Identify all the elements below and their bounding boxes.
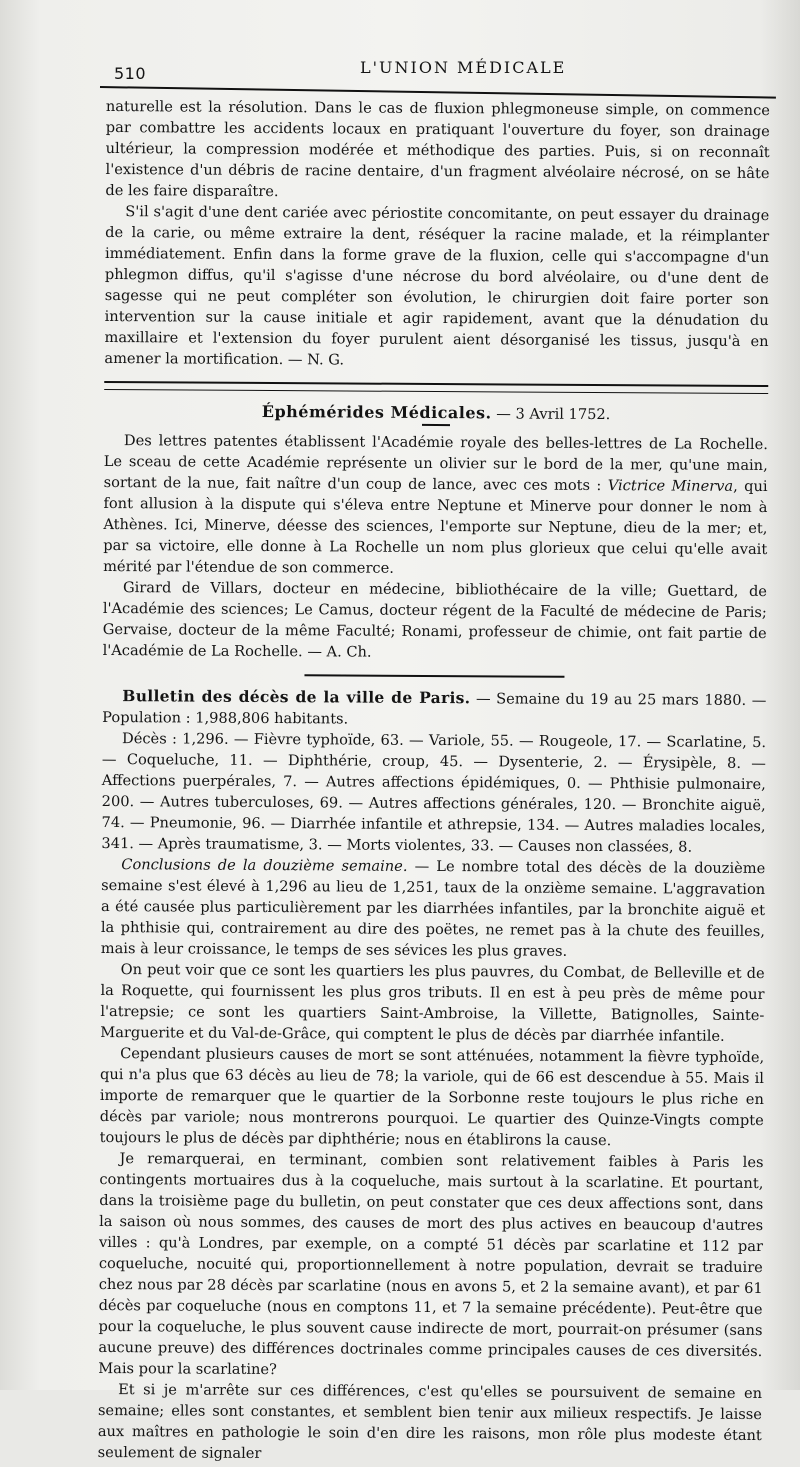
bulletin-heading <box>102 685 766 732</box>
bulletin-paragraph-final: Et si je m'arrête sur ces différences, c'est qu'elles se poursuivent de semaine en semaine; elles sont constantes, et semblent bien tenir aux milieux respectifs. Je laisse aux maîtres en pathologie le soin d'en dire les raisons, mon rôle plus modeste étant seulement de signaler <box>97 1381 763 1462</box>
intro-paragraph-1: naturelle est la résolution. Dans le cas de fluxion phlegmoneuse simple, on commence par combattre les accidents locaux en pratiquant l'ouverture du foyer, son drainage ultérieur, la compression modérée et méthodique des parties. Puis, si on reconnaît l'existence d'un débris de racine dentaire, d'un fragment alvéolaire nécrosé, on se hâte de les faire disparaître. <box>105 97 770 201</box>
text-body <box>98 96 770 1467</box>
page-number: 510 <box>114 64 147 83</box>
ephemerides-title: Éphémérides Médicales. <box>261 401 492 423</box>
ephemerides-text-a: Des lettres patentes établissent l'Académie royale des belles-lettres de La Rochelle. Le sceau de cette Académie représente un olivier sur le bord de la mer, qu'une main, sortant de la nue, fait naître d'un coup de lance, avec ces mots : <box>103 432 768 495</box>
ephemerides-paragraph-2: Girard de Villars, docteur en médecine, bibliothécaire de la ville; Guettard, de l'Académie des sciences; Le Camus, docteur régent de la Faculté de médecine de Paris; Gervaise, docteur de la même Faculté; Ronami, professeur de chimie, ont fait partie de l'Académie de La Rochelle. — A. Ch. <box>102 579 768 661</box>
ephemerides-paragraph-1 <box>103 430 768 581</box>
conclusions-text: — Le nombre total des décès de la douzième semaine s'est élevé à 1,296 au lieu de 1,251, taux de la onzième semaine. L'aggravation a été causée plus particulièrement par les diarrhées infantiles, par la bronchite aiguë et la phthisie qui, contrairement au dire des poëtes, ne remet pas à la chute des feuilles, mais à leur croissance, le temps de ses sévices les plus graves. <box>100 857 766 960</box>
ephemerides-motto: Victrice Minerva <box>607 477 734 495</box>
heading-dash <box>422 424 450 426</box>
bulletin-deaths: Décès : 1,296. — Fièvre typhoïde, 63. — Variole, 55. — Rougeole, 17. — Scarlatine, 5. — Coqueluche, 11. — Diphthérie, croup, 45. — Dysenterie, 2. — Érysipèle, 8. — Affections puerpérales, 7. — Autres affections épidémiques, 0. — Phthisie pulmonaire, 200. — Autres tuberculoses, 69. — Autres affections générales, 120. — Bronchite aiguë, 74. — Pneumonie, 96. — Diarrhée infantile et athrepsie, 134. — Autres maladies locales, 341. — Après traumatisme, 3. — Morts violentes, 33. — Causes non classées, 8. <box>101 730 767 856</box>
intro-paragraph-2: S'il s'agit d'une dent cariée avec périostite concomitante, on peut essayer du drainage de la carie, ou même extraire la dent, réséquer la racine malade, et la réimplanter immédiatement. Enfin dans la forme grave de la fluxion, celle qui s'accompagne d'un phlegmon diffus, qu'il s'agisse d'une nécrose du bord alvéolaire, ou d'une dent de sagesse qui ne peut compléter son évolution, le chirurgien doit faire porter son intervention sur la cause initiale et agir rapidement, avant que la dénudation du maxillaire et l'extension du foyer purulent aient désorganisé les tissus, jusqu'à en amener la mortification. — N. G. <box>104 203 770 369</box>
page-header <box>100 56 780 86</box>
section-divider-short <box>304 674 564 678</box>
ephemerides-text-b: , qui font allusion à la dispute qui s'éleva entre Neptune et Minerve pour donner le nom à Athènes. Ici, Minerve, déesse des sciences, l'emporte sur Neptune, dieu de la mer; et, par sa victoire, elle donne à La Rochelle un nom plus glorieux que celui qu'elle avait mérité par l'étendue de son commerce. <box>103 477 768 577</box>
section-divider <box>104 381 768 394</box>
bulletin-paragraph-remarquerai: Je remarquerai, en terminant, combien sont relativement faibles à Paris les contingents mortuaires dus à la coqueluche, mais surtout à la scarlatine. Et pourtant, dans la troisième page du bulletin, on peut constater que ces deux affections sont, dans la saison où nous sommes, des causes de mort des plus actives en beaucoup d'autres villes : qu'à Londres, par exemple, on a compté 51 décès par scarlatine et 112 par coqueluche, nocuité qui, proportionnellement à notre population, devrait se traduire chez nous par 28 décès par scarlatine (nous en avons 5, et 2 la semaine avant), et par 61 décès par coqueluche (nous en comptons 11, et 7 la semaine précédente). Peut-être que pour la coqueluche, le plus souvent cause indirecte de mort, pourrait-on présumer (sans aucune preuve) des différences doctrinales comme principales causes de ces diversités. Mais pour la scarlatine? <box>98 1150 764 1379</box>
bulletin-paragraph-cependant: Cependant plusieurs causes de mort se sont atténuées, notamment la fièvre typhoïde, qui n'a plus que 63 décès au lieu de 78; la variole, qui de 66 est descendue à 55. Mais il importe de remarquer que le quartier de la Sorbonne reste toujours le plus riche en décès par variole; nous montrerons pourquoi. Le quartier des Quinze-Vingts compte toujours le plus de décès par diphthérie; nous en établirons la cause. <box>99 1045 765 1150</box>
bulletin-title: Bulletin des décès de la ville de Paris. <box>122 686 471 708</box>
running-title: L'UNION MÉDICALE <box>360 58 567 77</box>
ephemerides-heading <box>104 400 768 426</box>
ephemerides-date: — 3 Avril 1752. <box>491 405 611 424</box>
bulletin-subtitle: — Semaine du 19 au 25 mars 1880. — Population : 1,988,806 habitants. <box>102 690 767 728</box>
bulletin-conclusions <box>101 854 766 963</box>
conclusions-label: Conclusions de la douzième semaine. <box>121 856 408 875</box>
bulletin-paragraph-quartiers: On peut voir que ce sont les quartiers les plus pauvres, du Combat, de Belleville et de la Roquette, qui fournissent les plus gros tributs. Il en est à peu près de même pour l'atrepsie; ce sont les quartiers Saint-Ambroise, la Villette, Batignolles, Sainte-Marguerite et du Val-de-Grâce, qui comptent le plus de décès par diarrhée infantile. <box>100 961 765 1045</box>
